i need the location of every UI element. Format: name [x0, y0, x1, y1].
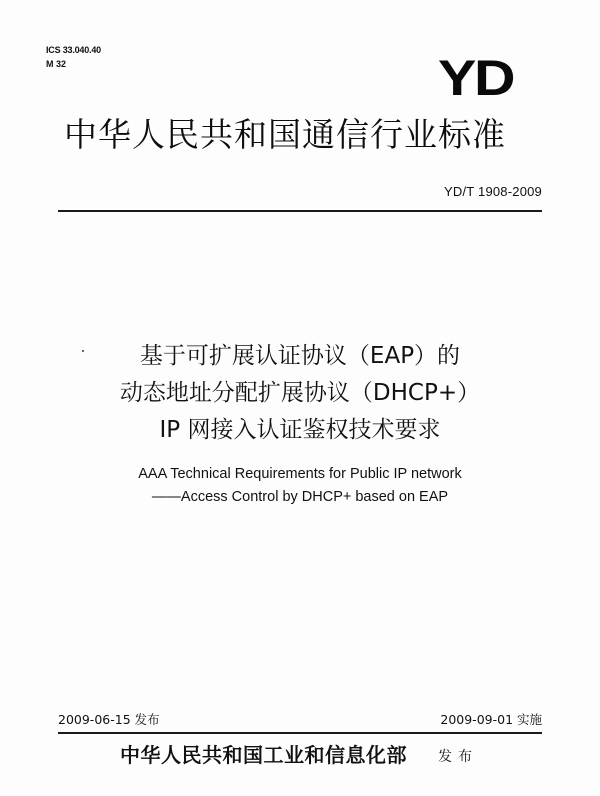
chinese-title-line-2: 动态地址分配扩展协议（DHCP+）: [119, 380, 481, 406]
standard-number: YD/T 1908-2009: [444, 184, 542, 199]
chinese-title-line-1: 基于可扩展认证协议（EAP）的: [139, 343, 461, 369]
top-divider: [58, 210, 542, 212]
bottom-divider: [58, 732, 542, 734]
ccs-code: M 32: [46, 59, 67, 69]
chinese-title-line-3: IP 网接入认证鉴权技术要求: [159, 417, 441, 443]
issue-date: 2009-06-15 发布: [58, 712, 160, 727]
english-title: [60, 463, 540, 509]
english-title-line-2: ——Access Control by DHCP+ based on EAP: [151, 489, 449, 505]
chinese-title: [60, 338, 540, 449]
yd-logo: YD: [438, 50, 514, 106]
implementation-date: 2009-09-01 实施: [440, 712, 542, 727]
ics-code: ICS 33.040.40: [46, 45, 101, 55]
standard-type-title: 中华人民共和国通信行业标准: [64, 115, 506, 154]
publisher-name: 中华人民共和国工业和信息化部: [120, 743, 407, 767]
publish-label: 发布: [438, 749, 478, 765]
english-title-line-1: AAA Technical Requirements for Public IP network: [138, 466, 462, 482]
